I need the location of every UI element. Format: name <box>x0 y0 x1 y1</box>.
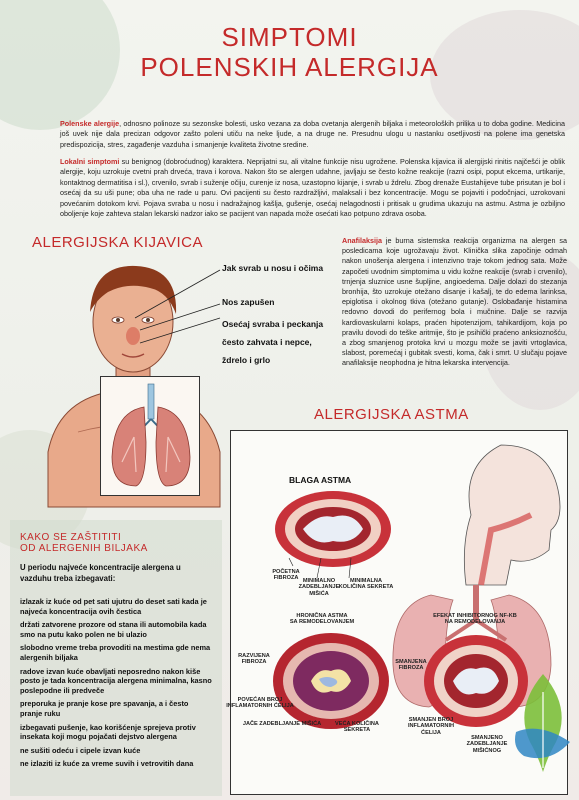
prevention-item: izlazak iz kuće od pet sati ujutru do deset sati kada je najveća koncentracija ovih čestica <box>20 597 207 616</box>
prevention-list <box>20 597 212 773</box>
asthma-heading: ALERGIJSKA ASTMA <box>314 406 469 423</box>
label-reduced-cells: SMANJEN BROJ INFLAMATORNIH ĆELIJA <box>407 717 455 736</box>
prevention-item: slobodno vreme treba provoditi na mestima gde nema alergenih biljaka <box>20 643 211 662</box>
prevention-heading-line1: KAKO SE ZAŠTITITI <box>20 532 122 543</box>
local-symptoms-paragraph <box>60 157 565 219</box>
label-reduced-fibrosis: SMANJENA FIBROZA <box>395 659 427 672</box>
prevention-item: izbegavati pušenje, kao korišćenje sprejeva protiv insekata koji mogu pojačati dejstvo alergena <box>20 722 196 742</box>
prevention-item: preporuka je pranje kose pre spavanja, a i često pranje ruku <box>20 699 189 718</box>
poster-title-line1: SIMPTOMI <box>221 22 358 52</box>
prevention-item: ne sušiti odeću i cipele izvan kuće <box>20 745 141 755</box>
local-symptoms-lead: Lokalni simptomi <box>60 157 120 166</box>
prevention-heading-line2: OD ALERGENIH BILJAKA <box>20 543 148 554</box>
label-initial-fibrosis: POČETNA FIBROZA <box>272 569 300 582</box>
label-throat: ždrelo i grlo <box>222 355 271 365</box>
label-minimal-thickening: MINIMALNO ZADEBLJANJE MIŠIĆA <box>298 578 340 597</box>
label-developed-fibrosis: RAZVIJENA FIBROZA <box>238 653 270 666</box>
airway-section-chronic <box>271 631 391 731</box>
label-blocked-nose: Nos zapušen <box>222 297 275 307</box>
lung-inset <box>100 376 200 496</box>
label-more-secretion: VEĆA KOLIČINA SEKRETA <box>335 721 379 734</box>
intro-paragraph <box>60 119 565 150</box>
lungs-icon <box>106 382 196 492</box>
prevention-item: ne izlaziti iz kuće za vreme suvih i vetrovitih dana <box>20 759 194 769</box>
prevention-item: radove izvan kuće obavljati neposredno nakon kiše posto je tada koncentracija alergena minimalna, kasno poslepodne ili predveče <box>20 666 212 695</box>
label-nfkb-effect: EFEKAT INHIBITORNOG NF-KB NA REMODELOVANJA <box>433 613 517 626</box>
rhinitis-heading: ALERGIJSKA KIJAVICA <box>32 234 203 251</box>
anaphylaxis-lead: Anafilaksija <box>342 236 382 245</box>
label-palate: često zahvata i nepce, <box>222 337 312 347</box>
anaphylaxis-paragraph <box>342 236 567 369</box>
label-nose-eye-itch: Jak svrab u nosu i očima <box>222 263 324 273</box>
intro-lead: Polenske alergije <box>60 119 120 128</box>
prevention-item: držati zatvorene prozore od stana ili automobila kada smo na putu kako polen ne bi ulazio <box>20 620 207 639</box>
label-inflammatory-cells: POVEĆAN BROJ INFLAMATORNIH ĆELIJA <box>226 697 294 710</box>
label-minimal-secretion: MINIMALNA KOLIČINA SEKRETA <box>338 578 394 591</box>
rhinitis-symptom-labels <box>222 262 332 366</box>
label-itch-burning: Osećaj svraba i peckanja <box>222 319 324 329</box>
label-muscle-thickening: JAČE ZADEBLJANJE MIŠIĆA <box>242 721 322 727</box>
anaphylaxis-text: je burna sistemska reakcija organizma na alergen sa posledicama koje ugrožavaju život. Klinička slika započinje odmah nakon unošenja alergena i intenzivno traje tokom jednog sata. Može započeti uvodnim simptomima u vidu kožne reakcije (svrab i crvenilo), trnjenja sluznice usne šupljine, angioedema. Dalje dolazi do stezanja bronhija, što uzrokuje otežano disanje i kašalj, te do edema larinksa, epiglotisa i okolnog tkiva (otežano gutanje). Oslobađanje histamina redovno dovodi do perifernog bola i mučnine. Dalje se razvija kardiovaskularni kolaps, praćen hipotenzijom, tahikardijom, koja po pravilu dovodi do teške aritmije, što je psihički praćeno anksioznošću, a zbog smanjenog protoka krvi u mozgu može se javiti vrtoglavica, slabost, poremećaj i gubitak svesti, koma, čak i smrt. U slučaju pojave anafilaksije neophodna je hitna lekarska intervencija. <box>342 236 567 368</box>
label-reduced-thickening: SMANJENO ZADEBLJANJE MIŠIĆNOG <box>466 735 508 754</box>
rhinitis-pointer-lines <box>120 268 230 358</box>
local-symptoms-text: su benignog (dobroćudnog) karaktera. Neprijatni su, ali vitalne funkcije nisu ugrožene. Polenska kijavica ili alergijski rinitis najčešći je oblik alergije, koju uzrokuje cvetni prah drveća, trava i korova. Nakon što se alergen udahne, javljaju se često kožne reakcije (razni osipi, poput ekcema, urtikarije, kontaktnog dermatitisa i sl.), crvenilo, svrab i suženje očiju, curenje iz nosa, uzastopno kijanje, i svrab u ždrelu. Zbog drenaže Eustahijeve tube prisutan je bol i osećaj da su uši pune; oba uha ne rade u paru. Ovi pacijenti su često razdražljivi, malaksali i bez koncentracije. Mogu se pojaviti i podočnjaci, uzrokovani povećanim dotokom krvi. Pojava svraba u nosu i nadražajnog kašlja, gušenje, osećaj nelagodnosti i pritisak u grudima ukazuju na astmu. Astma je ozbiljno oboljenje koje zahteva stalan lekarski nadzor iako se pacijent van napada može osećati kao potpuno zdrava osoba. <box>60 157 565 219</box>
green-leaf-logo-icon <box>510 672 576 782</box>
mild-asthma-title: BLAGA ASTMA <box>289 475 352 485</box>
prevention-intro: U periodu najveće koncentracije alergena u vazduhu treba izbegavati: <box>20 563 181 583</box>
label-chronic-asthma: HRONIČNA ASTMA SA REMODELOVANJEM <box>289 613 355 626</box>
poster-title-line2: POLENSKIH ALERGIJA <box>140 52 439 82</box>
intro-text: , odnosno polinoze su sezonske bolesti, usko vezana za doba cvetanja alergenih biljaka i meteoroloških prilika u to doba godine. Medicina još uvek nije dala precizan odgovor zašto poleni utiču na neke ljude, a na druge ne. Presudnu ulogu u nastanku osetljivosti na polene ima genetska predispozicija, stres, zagađenje vazduha i smanjenje kvaliteta životne sredine. <box>60 119 565 149</box>
